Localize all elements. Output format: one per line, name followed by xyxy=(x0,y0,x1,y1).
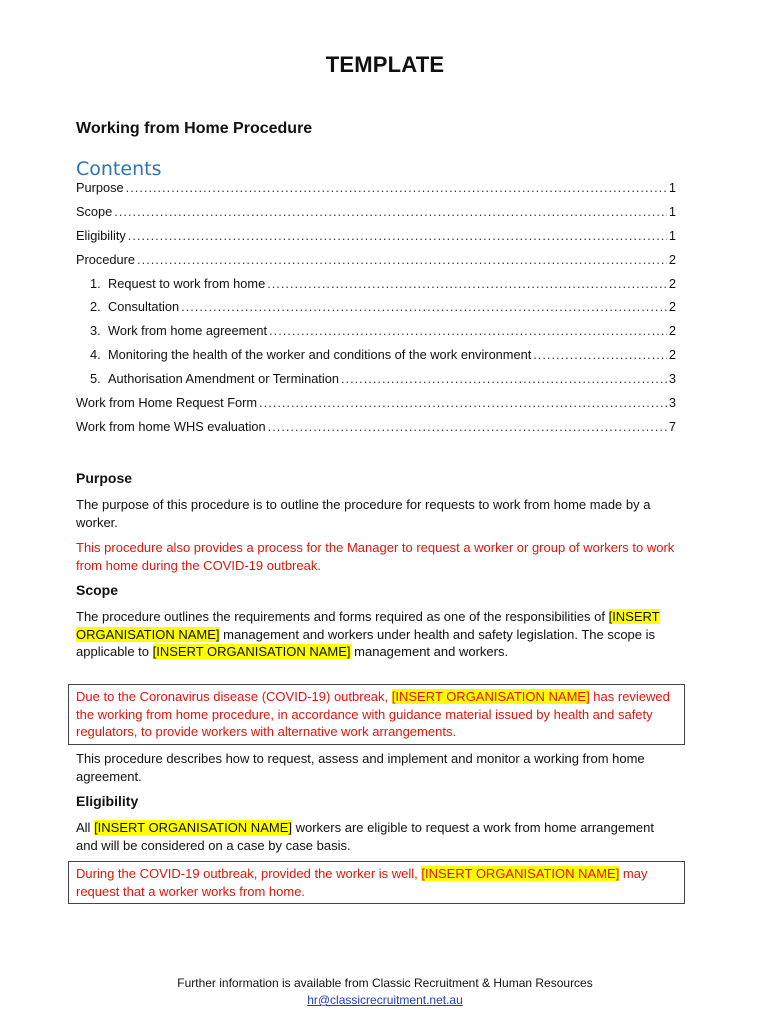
eligibility-box-text-a: During the COVID-19 outbreak, provided the worker is well, xyxy=(76,866,422,881)
toc-page-number: 2 xyxy=(668,347,676,363)
scope-box-text-b: has reviewed the working from home procedure, in accordance with guidance material issued by health and safety regulators, to provide workers with alternative work arrangements. xyxy=(76,689,670,739)
eligibility-text-a: All xyxy=(76,820,95,835)
toc-label: Scope xyxy=(76,203,113,219)
toc-label: Work from home agreement xyxy=(108,323,268,339)
eligibility-box-text-b: may request that a worker works from home. xyxy=(76,866,648,899)
toc-label: Consultation xyxy=(108,299,180,315)
toc-entry-whs-evaluation[interactable] xyxy=(76,419,676,443)
scope-agreement-paragraph: This procedure describes how to request, assess and implement and monitor a working from home agreement. xyxy=(76,751,645,784)
toc-label: Request to work from home xyxy=(108,275,266,291)
eligibility-paragraph xyxy=(76,819,676,854)
toc-page-number: 2 xyxy=(668,251,676,267)
toc-page-number: 1 xyxy=(668,180,676,195)
toc-leader xyxy=(269,323,667,338)
eligibility-heading: Eligibility xyxy=(76,793,139,809)
toc-label: Monitoring the health of the worker and conditions of the work environment xyxy=(108,347,532,363)
template-title: TEMPLATE xyxy=(325,52,445,77)
toc-entry-scope[interactable] xyxy=(76,204,676,228)
table-of-contents xyxy=(76,180,676,443)
toc-page-number: 1 xyxy=(668,227,676,243)
toc-label: Purpose xyxy=(76,180,124,195)
toc-leader xyxy=(341,371,667,386)
page-footer xyxy=(0,975,770,1009)
toc-entry-request-to-work-from-home[interactable] xyxy=(76,276,676,300)
toc-page-number: 3 xyxy=(668,395,676,411)
eligibility-text-b: workers are eligible to request a work from home arrangement and will be considered on a case by case basis. xyxy=(76,820,654,853)
toc-page-number: 1 xyxy=(668,203,676,219)
toc-page-number: 3 xyxy=(668,371,676,387)
toc-page-number: 7 xyxy=(668,418,676,434)
scope-paragraph xyxy=(76,608,676,661)
scope-box-text-a: Due to the Coronavirus disease (COVID-19) outbreak, xyxy=(76,689,392,704)
organisation-placeholder: [INSERT ORGANISATION NAME] xyxy=(421,866,620,881)
toc-label: Eligibility xyxy=(76,227,126,243)
toc-leader xyxy=(137,252,667,267)
toc-number: 2. xyxy=(90,299,101,315)
organisation-placeholder: [INSERT ORGANISATION NAME] xyxy=(152,644,351,659)
toc-leader xyxy=(114,204,667,219)
toc-leader xyxy=(268,419,667,434)
organisation-placeholder: [INSERT ORGANISATION NAME] xyxy=(391,689,590,704)
toc-leader xyxy=(128,228,667,243)
toc-leader xyxy=(267,276,667,291)
toc-entry-work-from-home-agreement[interactable] xyxy=(76,323,676,347)
purpose-paragraph: The purpose of this procedure is to outline the procedure for requests to work from home made by a worker. xyxy=(76,497,651,530)
organisation-placeholder: [INSERT ORGANISATION NAME] xyxy=(94,820,292,835)
toc-entry-authorisation[interactable] xyxy=(76,371,676,395)
toc-leader xyxy=(126,180,667,195)
scope-text-a: The procedure outlines the requirements and forms required as one of the responsibilities of xyxy=(76,609,609,624)
purpose-covid-paragraph: This procedure also provides a process for the Manager to request a worker or group of workers to work from home during the COVID-19 outbreak. xyxy=(76,540,675,573)
toc-number: 3. xyxy=(90,323,101,339)
toc-page-number: 2 xyxy=(668,275,676,291)
toc-entry-request-form[interactable] xyxy=(76,395,676,419)
toc-label: Authorisation Amendment or Termination xyxy=(108,371,339,387)
eligibility-covid-box xyxy=(68,861,685,904)
toc-leader xyxy=(533,347,667,362)
scope-text-b: management and workers under health and safety legislation. The scope is applicable to xyxy=(76,626,656,659)
toc-label: Work from home WHS evaluation xyxy=(76,418,266,434)
toc-label: Work from Home Request Form xyxy=(76,395,258,411)
toc-entry-consultation[interactable] xyxy=(76,299,676,323)
footer-text: Further information is available from Classic Recruitment & Human Resources xyxy=(177,976,593,990)
toc-page-number: 2 xyxy=(668,323,676,339)
purpose-heading: Purpose xyxy=(76,470,133,486)
organisation-placeholder: [INSERT ORGANISATION NAME] xyxy=(76,609,660,642)
footer-email-link[interactable]: hr@classicrecruitment.net.au xyxy=(307,993,463,1007)
toc-number: 5. xyxy=(90,371,101,387)
scope-text-c: management and workers. xyxy=(350,644,509,659)
toc-page-number: 2 xyxy=(668,299,676,315)
toc-number: 4. xyxy=(90,347,101,363)
scope-covid-box xyxy=(68,684,685,745)
toc-leader xyxy=(181,299,667,314)
toc-entry-procedure[interactable] xyxy=(76,252,676,276)
contents-heading: Contents xyxy=(76,158,162,180)
toc-entry-eligibility[interactable] xyxy=(76,228,676,252)
toc-number: 1. xyxy=(90,275,101,291)
toc-entry-monitoring-health[interactable] xyxy=(76,347,676,371)
toc-label: Procedure xyxy=(76,251,136,267)
document-title: Working from Home Procedure xyxy=(76,120,313,137)
toc-entry-purpose[interactable] xyxy=(76,180,676,204)
scope-heading: Scope xyxy=(76,582,119,598)
toc-leader xyxy=(259,395,667,410)
